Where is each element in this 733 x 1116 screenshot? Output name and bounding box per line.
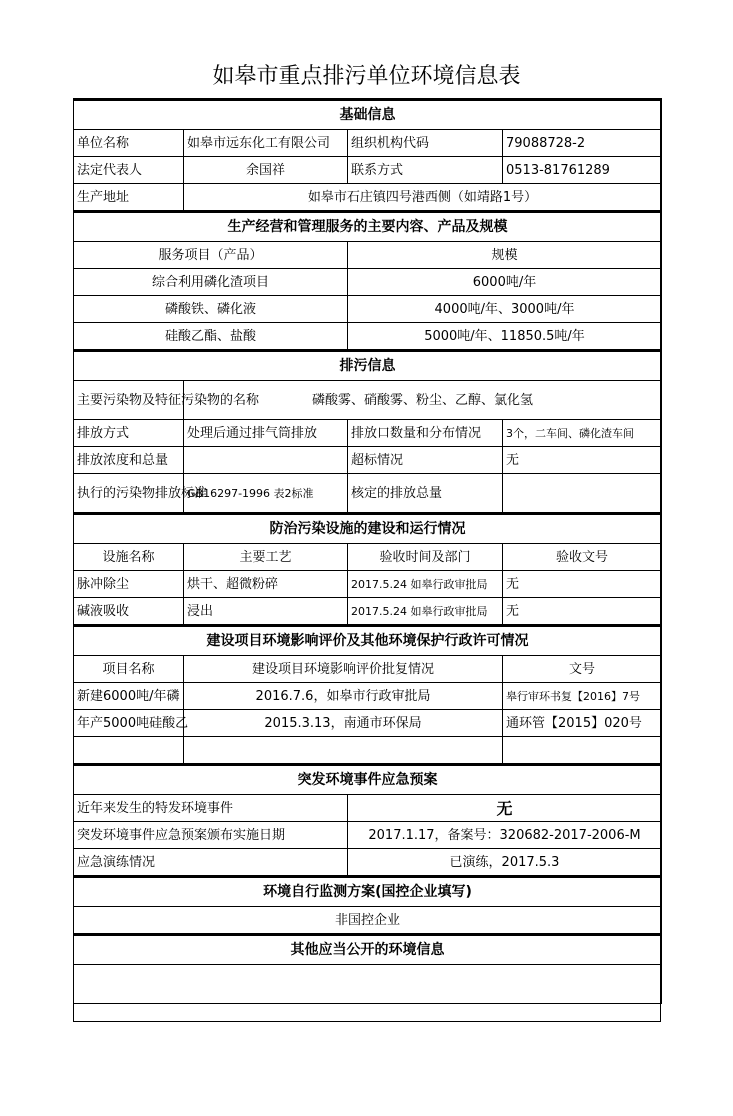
table-row — [74, 571, 662, 598]
section-emergency — [74, 765, 662, 795]
section-header-business: 生产经营和管理服务的主要内容、产品及规模 — [74, 212, 662, 242]
section-header-monitoring: 环境自行监测方案(国控企业填写) — [74, 877, 662, 907]
drill-label: 应急演练情况 — [74, 849, 348, 877]
table-row — [74, 269, 662, 296]
unit-name-label: 单位名称 — [74, 130, 184, 157]
outlets-value: 3个，二车间、磷化渣车间 — [503, 420, 662, 447]
row-drill — [74, 849, 662, 877]
business-item: 磷酸铁、磷化液 — [74, 296, 348, 323]
business-scale: 4000吨/年、3000吨/年 — [348, 296, 662, 323]
eia-header-row — [74, 656, 662, 683]
eia-approval-empty — [184, 737, 503, 765]
events-label: 近年来发生的特发环境事件 — [74, 795, 348, 822]
plan-label: 突发环境事件应急预案颁布实施日期 — [74, 822, 348, 849]
section-eia — [74, 626, 662, 656]
section-header-emergency: 突发环境事件应急预案 — [74, 765, 662, 795]
section-emission — [74, 351, 662, 381]
row-events — [74, 795, 662, 822]
legal-rep-value: 余国祥 — [184, 157, 348, 184]
section-other — [74, 935, 662, 965]
facility-process: 浸出 — [184, 598, 348, 626]
row-concentration — [74, 447, 662, 474]
facilities-header-row — [74, 544, 662, 571]
facility-doc: 无 — [503, 571, 662, 598]
row-pollutants — [74, 381, 662, 420]
business-item: 硅酸乙酯、盐酸 — [74, 323, 348, 351]
eia-approval: 2016.7.6，如皋市行政审批局 — [184, 683, 503, 710]
concentration-label: 排放浓度和总量 — [74, 447, 184, 474]
org-code-label: 组织机构代码 — [348, 130, 503, 157]
eia-col-project: 项目名称 — [74, 656, 184, 683]
eia-project: 年产5000吨硅酸乙 — [74, 710, 184, 737]
monitoring-value: 非国控企业 — [74, 907, 662, 935]
exceed-value: 无 — [503, 447, 662, 474]
business-item: 综合利用磷化渣项目 — [74, 269, 348, 296]
table-row — [74, 737, 662, 765]
facility-doc: 无 — [503, 598, 662, 626]
eia-approval: 2015.3.13，南通市环保局 — [184, 710, 503, 737]
exceed-label: 超标情况 — [348, 447, 503, 474]
facility-name: 脉冲除尘 — [74, 571, 184, 598]
row-legal-rep — [74, 157, 662, 184]
facility-accept: 2017.5.24 如皋行政审批局 — [348, 598, 503, 626]
section-basic — [74, 100, 662, 130]
address-label: 生产地址 — [74, 184, 184, 212]
table-row — [74, 296, 662, 323]
row-standard — [74, 474, 662, 514]
row-method — [74, 420, 662, 447]
table-row — [74, 710, 662, 737]
row-unit-name — [74, 130, 662, 157]
approved-total-label: 核定的排放总量 — [348, 474, 503, 514]
unit-name-value: 如皋市远东化工有限公司 — [184, 130, 348, 157]
business-scale: 6000吨/年 — [348, 269, 662, 296]
eia-col-doc: 文号 — [503, 656, 662, 683]
approved-total-value — [503, 474, 662, 514]
contact-label: 联系方式 — [348, 157, 503, 184]
section-header-basic: 基础信息 — [74, 100, 662, 130]
standard-value: GB16297-1996 表2标准 — [184, 474, 348, 514]
business-header-row — [74, 242, 662, 269]
business-scale: 5000吨/年、11850.5吨/年 — [348, 323, 662, 351]
eia-doc-empty — [503, 737, 662, 765]
facilities-col-name: 设施名称 — [74, 544, 184, 571]
table-row — [74, 598, 662, 626]
facilities-col-doc: 验收文号 — [503, 544, 662, 571]
plan-value: 2017.1.17，备案号：320682-2017-2006-M — [348, 822, 662, 849]
events-value: 无 — [348, 795, 662, 822]
section-header-emission: 排污信息 — [74, 351, 662, 381]
org-code-value: 79088728-2 — [503, 130, 662, 157]
standard-label: 执行的污染物排放标准 — [74, 474, 184, 514]
row-plan — [74, 822, 662, 849]
address-value: 如皋市石庄镇四号港西侧（如靖路1号） — [184, 184, 662, 212]
pollutants-value: 磷酸雾、硝酸雾、粉尘、乙醇、氯化氢 — [184, 381, 662, 420]
method-label: 排放方式 — [74, 420, 184, 447]
section-monitoring — [74, 877, 662, 907]
facilities-col-process: 主要工艺 — [184, 544, 348, 571]
business-col-item: 服务项目（产品） — [74, 242, 348, 269]
page-title: 如皋市重点排污单位环境信息表 — [212, 64, 521, 89]
facility-name: 碱液吸收 — [74, 598, 184, 626]
other-value — [74, 965, 662, 1004]
info-table — [73, 98, 662, 1004]
section-facilities — [74, 514, 662, 544]
eia-doc: 通环管【2015】020号 — [503, 710, 662, 737]
eia-doc: 皋行审环书复【2016】7号 — [503, 683, 662, 710]
outlets-label: 排放口数量和分布情况 — [348, 420, 503, 447]
eia-col-approval: 建设项目环境影响评价批复情况 — [184, 656, 503, 683]
section-header-other: 其他应当公开的环境信息 — [74, 935, 662, 965]
drill-value: 已演练，2017.5.3 — [348, 849, 662, 877]
section-header-eia: 建设项目环境影响评价及其他环境保护行政许可情况 — [74, 626, 662, 656]
facilities-col-accept: 验收时间及部门 — [348, 544, 503, 571]
facility-process: 烘干、超微粉碎 — [184, 571, 348, 598]
legal-rep-label: 法定代表人 — [74, 157, 184, 184]
business-col-scale: 规模 — [348, 242, 662, 269]
row-monitoring — [74, 907, 662, 935]
method-value: 处理后通过排气筒排放 — [184, 420, 348, 447]
facility-accept: 2017.5.24 如皋行政审批局 — [348, 571, 503, 598]
table-row — [74, 323, 662, 351]
table-row — [74, 683, 662, 710]
eia-project: 新建6000吨/年磷 — [74, 683, 184, 710]
concentration-value — [184, 447, 348, 474]
contact-value: 0513-81761289 — [503, 157, 662, 184]
row-address — [74, 184, 662, 212]
section-business — [74, 212, 662, 242]
row-other — [74, 965, 662, 1004]
eia-project-empty — [74, 737, 184, 765]
section-header-facilities: 防治污染设施的建设和运行情况 — [74, 514, 662, 544]
pollutants-label: 主要污染物及特征污染物的名称 — [74, 381, 184, 420]
